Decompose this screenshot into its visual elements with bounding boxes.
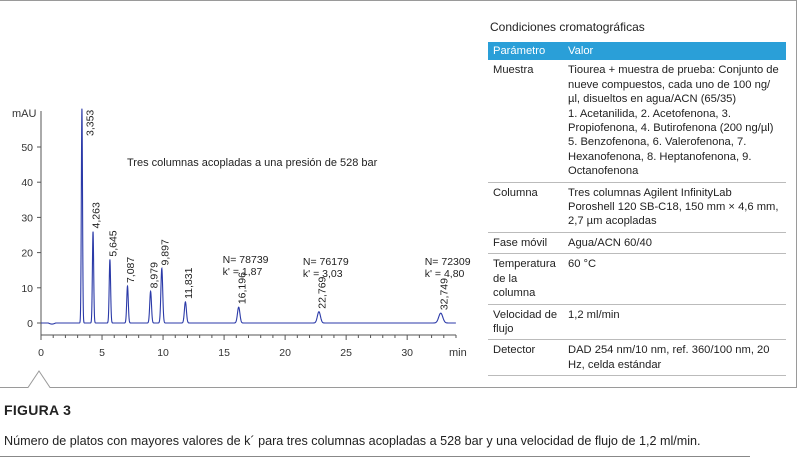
conditions-header-row bbox=[488, 42, 786, 60]
chromatogram-trace bbox=[41, 109, 456, 324]
x-axis-label: min bbox=[449, 347, 467, 359]
value-text-compounds: 1. Acetanilida, 2. Acetofenona, 3. Propiofenona, 4. Butirofenona (200 ng/µl) 5. Benzofenona, 6. Valerofenona, 7. Hexanofenona, 8. Heptanofenona, 9. Octanofenona bbox=[568, 107, 774, 178]
y-axis-label: mAU bbox=[12, 108, 37, 120]
caption-rule bbox=[0, 456, 750, 457]
conditions-title: Condiciones cromatográficas bbox=[490, 20, 645, 34]
y-tick-label: 20 bbox=[21, 247, 33, 260]
chart-annotation: Tres columnas acopladas a una presión de 528 bar bbox=[127, 157, 378, 169]
chart-ticks bbox=[21, 142, 456, 359]
x-tick-label: 15 bbox=[218, 347, 230, 359]
row-fase-movil bbox=[488, 232, 786, 253]
peak-label: 9,897 bbox=[159, 239, 172, 266]
y-tick-label: 40 bbox=[21, 177, 33, 190]
peak-labels bbox=[85, 110, 451, 311]
value-cell: DAD 254 nm/10 nm, ref. 360/100 nm, 20 Hz, celda estándar bbox=[563, 340, 786, 376]
retention-factor: k' = 4,80 bbox=[424, 268, 465, 280]
figure-caption: Número de platos con mayores valores de k´ para tres columnas acopladas a 528 bar y una velocidad de flujo de 1,2 ml/min. bbox=[4, 434, 701, 448]
peak-label: 4,263 bbox=[90, 202, 103, 229]
param-cell: Columna bbox=[488, 182, 563, 232]
value-cell bbox=[563, 60, 786, 182]
plate-notes bbox=[223, 254, 471, 280]
value-cell: 1,2 ml/min bbox=[563, 304, 786, 340]
param-cell: Detector bbox=[488, 340, 563, 376]
row-detector bbox=[488, 340, 786, 376]
peak-label: 5,645 bbox=[107, 230, 120, 257]
y-tick-label: 50 bbox=[21, 142, 33, 154]
peak-label: 22,769 bbox=[316, 276, 329, 309]
retention-factor: k' = 1,87 bbox=[222, 266, 263, 278]
conditions-table bbox=[488, 42, 786, 376]
row-temperatura bbox=[488, 254, 786, 304]
value-cell: Agua/ACN 60/40 bbox=[563, 232, 786, 253]
x-tick-label: 20 bbox=[279, 347, 291, 359]
plate-count: N= 78739 bbox=[222, 254, 269, 266]
header-value: Valor bbox=[563, 42, 786, 60]
y-tick-label: 0 bbox=[27, 318, 33, 330]
plate-count: N= 72309 bbox=[424, 256, 471, 268]
peak-label: 11,831 bbox=[183, 267, 196, 299]
row-muestra bbox=[488, 60, 786, 182]
figure-label: FIGURA 3 bbox=[4, 402, 72, 418]
x-tick-label: 30 bbox=[401, 347, 414, 359]
peak-label: 8,979 bbox=[148, 262, 161, 289]
value-cell: 60 °C bbox=[563, 254, 786, 304]
value-text: Tiourea + muestra de prueba: Conjunto de nueve compuestos, cada uno de 100 ng/µl, disueltos en agua/ACN (65/35) bbox=[568, 64, 779, 106]
chart-axes bbox=[41, 111, 456, 335]
x-tick-label: 10 bbox=[157, 347, 169, 359]
peak-label: 7,087 bbox=[125, 256, 138, 284]
x-tick-label: 5 bbox=[99, 347, 105, 359]
y-tick-label: 10 bbox=[21, 282, 33, 295]
peak-label: 32,749 bbox=[438, 278, 451, 311]
value-cell: Tres columnas Agilent InfinityLab Poroshell 120 SB-C18, 150 mm × 4,6 mm, 2,7 µm acopladas bbox=[563, 182, 786, 232]
header-parameter: Parámetro bbox=[488, 42, 563, 60]
retention-factor: k' = 3,03 bbox=[302, 268, 343, 280]
peak-label: 3,353 bbox=[84, 109, 97, 136]
x-tick-label: 0 bbox=[38, 347, 44, 359]
param-cell: Temperatura de la columna bbox=[488, 254, 563, 304]
x-tick-label: 25 bbox=[340, 347, 352, 359]
row-velocidad bbox=[488, 304, 786, 340]
param-cell: Muestra bbox=[488, 60, 563, 182]
y-tick-label: 30 bbox=[21, 212, 33, 225]
row-columna bbox=[488, 182, 786, 232]
param-cell: Velocidad de flujo bbox=[488, 304, 563, 340]
peak-label: 16,196 bbox=[236, 272, 249, 305]
chromatogram-chart bbox=[0, 0, 480, 370]
plate-count: N= 76179 bbox=[302, 256, 349, 268]
param-cell: Fase móvil bbox=[488, 232, 563, 253]
